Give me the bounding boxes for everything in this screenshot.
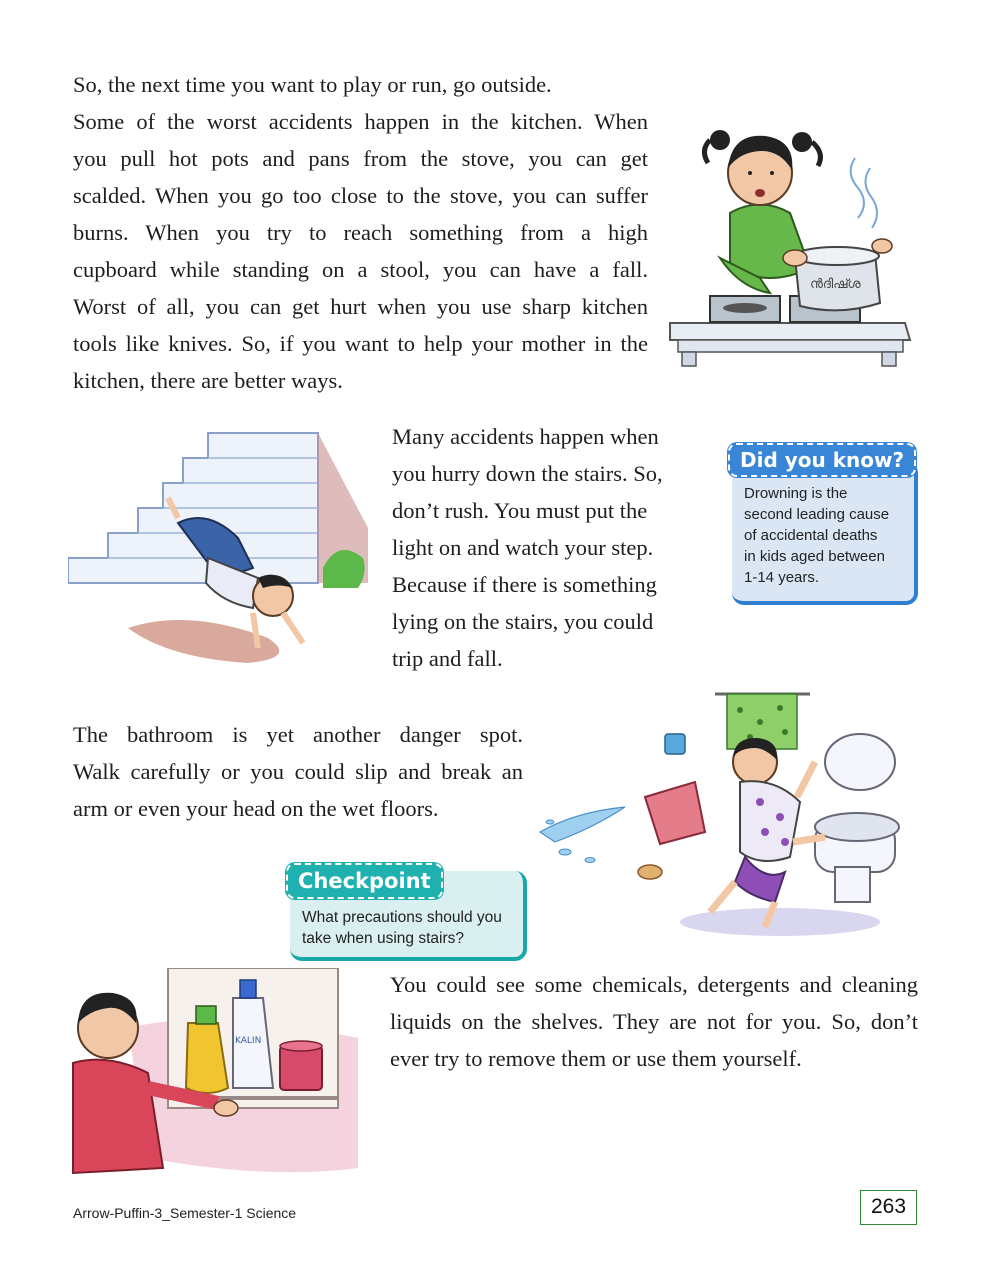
text-line: kitchen, there are better ways. <box>73 368 343 393</box>
did-you-know-line: in kids aged between <box>744 548 885 565</box>
text-line: Worst of all, you can get hurt when you use sharp kitchen <box>73 294 648 319</box>
paragraph-kitchen-accidents <box>73 103 648 399</box>
paragraph-chemicals-warning <box>390 966 918 1077</box>
did-you-know-line: 1-14 years. <box>744 569 820 586</box>
text-line: The bathroom is yet another danger spot. <box>73 722 523 747</box>
text-line: Many accidents happen when <box>392 424 659 449</box>
did-you-know-line: of accidental deaths <box>744 527 878 544</box>
kitchen-girl-illustration <box>660 118 925 373</box>
text-line: you pull hot pots and pans from the stove, you can get <box>73 146 648 171</box>
chemicals-shelf-illustration <box>68 968 368 1180</box>
pot-label: ൻദിഷ്ശ <box>810 277 861 292</box>
text-line: light on and watch your step. <box>392 535 654 560</box>
paragraph-bathroom-danger <box>73 716 523 827</box>
text-line: tools like knives. So, if you want to help your mother in the <box>73 331 648 356</box>
checkpoint-box <box>286 861 527 961</box>
did-you-know-line: Drowning is the <box>744 485 848 502</box>
text-line: liquids on the shelves. They are not for you. So, don’t <box>390 1009 918 1034</box>
text-line: trip and fall. <box>392 646 503 671</box>
did-you-know-line: second leading cause <box>744 506 890 523</box>
text-line: Walk carefully or you could slip and break an <box>73 759 523 784</box>
text-line: you hurry down the stairs. So, <box>392 461 663 486</box>
paragraph-stairs-accidents <box>392 418 692 677</box>
text-line: cupboard while standing on a stool, you can have a fall. <box>73 257 648 282</box>
text-line: Because if there is something <box>392 572 657 597</box>
checkpoint-line: What precautions should you <box>302 909 502 926</box>
text-line: lying on the stairs, you could <box>392 609 654 634</box>
text-line: don’t rush. You must put the <box>392 498 648 523</box>
paragraph-go-outside <box>73 66 648 103</box>
text-line: scalded. When you go too close to the stove, you can suffer <box>73 183 648 208</box>
text-line: So, the next time you want to play or run, go outside. <box>73 72 552 97</box>
stairs-fall-illustration <box>68 428 373 668</box>
bottle-label: KALIN <box>235 1036 262 1046</box>
text-line: ever try to remove them or use them yourself. <box>390 1046 802 1071</box>
text-line: Some of the worst accidents happen in the kitchen. When <box>73 109 648 134</box>
text-line: You could see some chemicals, detergents and cleaning <box>390 972 918 997</box>
did-you-know-box <box>728 443 918 605</box>
page-number: 263 <box>860 1190 917 1225</box>
text-line: burns. When you try to reach something from a high <box>73 220 648 245</box>
footer-book-title: Arrow-Puffin-3_Semester-1 Science <box>73 1205 297 1221</box>
did-you-know-title: Did you know? <box>728 443 916 477</box>
checkpoint-line: take when using stairs? <box>302 930 464 947</box>
text-line: arm or even your head on the wet floors. <box>73 796 439 821</box>
checkpoint-question <box>302 907 522 949</box>
checkpoint-title: Checkpoint <box>286 863 443 899</box>
did-you-know-text <box>744 483 912 588</box>
bathroom-slip-illustration <box>535 682 925 944</box>
